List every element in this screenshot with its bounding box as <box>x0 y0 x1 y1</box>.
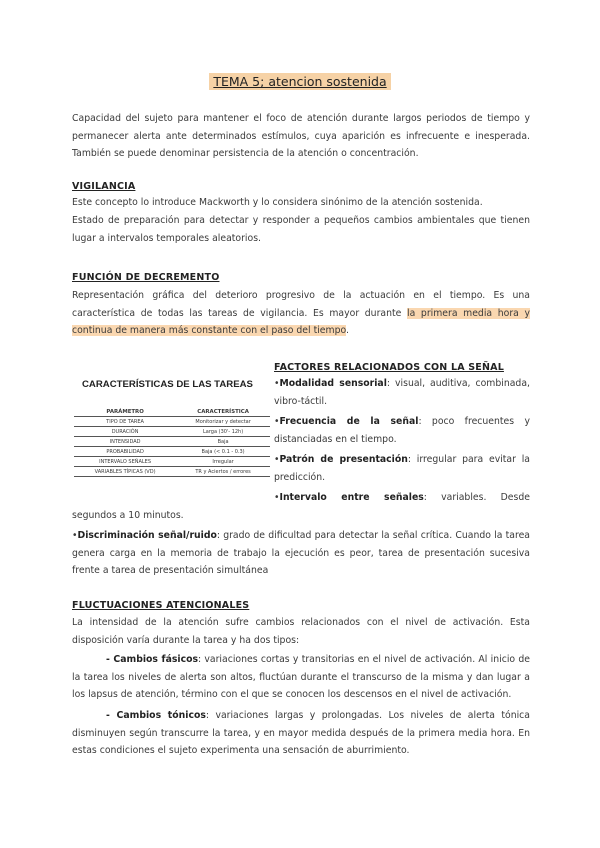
fasicos-text: : variaciones cortas y transitorias en el nivel de activación. Al inicio de la tarea los niveles de alerta son altos, fluctúan durante el transcurso de la misma y dan lugar a los lapsus de atención, término con el que se conocen los descensos en el nivel de activación. <box>72 654 530 700</box>
table-cell: INTERVALO SEÑALES <box>74 457 176 467</box>
table-row <box>74 447 270 457</box>
table-cell: TIPO DE TAREA <box>74 417 176 427</box>
factor-text: : visual, auditiva, combinada, vibro-táctil. <box>274 378 530 407</box>
table-cell: VARIABLES TÍPICAS (VD) <box>74 467 176 477</box>
page-title <box>0 74 600 89</box>
cambios-fasicos <box>72 651 530 704</box>
factor-text: : grado de dificultad para detectar la señal crítica. Cuando la tarea genera carga en la memoria de trabajo la ejecución es peor, tarea de presentación sucesiva frente a tarea de presentación simultánea <box>72 530 530 576</box>
factor-label: Intervalo entre señales <box>279 492 424 503</box>
table-cell: TR y Aciertos / errores <box>176 467 270 477</box>
table-title: CARACTERÍSTICAS DE LAS TAREAS <box>82 379 253 390</box>
table-cell: PROBABILIDAD <box>74 447 176 457</box>
factor-discriminacion: •Discriminación señal/ruido: grado de dificultad para detectar la señal crítica. Cuando la tarea genera carga en la memoria de trabajo la ejecución es peor, tarea de presentación sucesiva frente a tarea de presentación simultánea <box>72 530 530 576</box>
intro-paragraph: Capacidad del sujeto para mantener el foco de atención durante largos periodos de tiempo y permanecer alerta ante determinados estímulos, cuya aparición es infrecuente e inesperada. También se puede denominar persistencia de la atención o concentración. <box>72 113 530 159</box>
factor-frecuencia: •Frecuencia de la señal: poco frecuentes y distanciadas en el tiempo. <box>274 416 530 445</box>
table-cell: Irregular <box>176 457 270 467</box>
table-header-row <box>74 407 270 417</box>
factor-text: : poco frecuentes y distanciadas en el tiempo. <box>274 416 530 445</box>
factor-modalidad: •Modalidad sensorial: visual, auditiva, combinada, vibro-táctil. <box>274 378 530 407</box>
table-row <box>74 417 270 427</box>
table-row <box>74 437 270 447</box>
title-text: TEMA 5; atencion sostenida <box>209 73 390 90</box>
table-row <box>74 467 270 477</box>
decremento-highlight: la primera media hora y continua de manera más constante con el paso del tiempo <box>72 307 530 336</box>
decremento-heading: FUNCIÓN DE DECREMENTO <box>72 272 220 283</box>
table-header: PARÁMETRO <box>74 407 176 417</box>
decremento-end: . <box>346 325 349 336</box>
cambios-tonicos <box>72 707 530 760</box>
decremento-paragraph <box>72 287 530 340</box>
vigilancia-p2: Estado de preparación para detectar y responder a pequeños cambios ambientales que tienen lugar a intervalos temporales aleatorios. <box>72 215 530 244</box>
factor-label: Frecuencia de la señal <box>279 416 419 427</box>
factor-label: Patrón de presentación <box>279 454 408 465</box>
tonicos-text: : variaciones largas y prolongadas. Los niveles de alerta tónica disminuyen según transcurre la tarea, y en mayor medida después de la primera media hora. En estas condiciones el sujeto experimenta una sensación de aburrimiento. <box>72 710 530 756</box>
decremento-text: Representación gráfica del deterioro progresivo de la actuación en el tiempo. Es una característica de todas las tareas de vigilancia. Es mayor durante <box>72 290 530 319</box>
factor-label: Modalidad sensorial <box>279 378 387 389</box>
table-cell: Monitorizar y detectar <box>176 417 270 427</box>
factor-text: : variables. Desde segundos a 10 minutos. <box>72 492 530 521</box>
factor-intervalo: •Intervalo entre señales: variables. Desde segundos a 10 minutos. <box>72 492 530 521</box>
table-cell: Baja <box>176 437 270 447</box>
tonicos-label: - Cambios tónicos <box>106 710 206 721</box>
table-cell: Baja (< 0.1 - 0.3) <box>176 447 270 457</box>
factor-text: : irregular para evitar la predicción. <box>274 454 531 483</box>
vigilancia-p1: Este concepto lo introduce Mackworth y lo considera sinónimo de la atención sostenida. <box>72 197 483 208</box>
fluctuaciones-heading: FLUCTUACIONES ATENCIONALES <box>72 600 250 611</box>
table-cell: Larga (30'- 12h) <box>176 427 270 437</box>
factor-label: Discriminación señal/ruido <box>77 530 217 541</box>
table-cell: DURACIÓN <box>74 427 176 437</box>
vigilancia-heading: VIGILANCIA <box>72 181 136 192</box>
table-header: CARACTERÍSTICA <box>176 407 270 417</box>
table-cell: INTENSIDAD <box>74 437 176 447</box>
characteristics-table <box>74 407 270 477</box>
factores-heading: FACTORES RELACIONADOS CON LA SEÑAL <box>274 362 504 373</box>
factor-patron: •Patrón de presentación: irregular para evitar la predicción. <box>274 454 531 483</box>
fasicos-label: - Cambios fásicos <box>106 654 198 665</box>
fluctuaciones-intro: La intensidad de la atención sufre cambios relacionados con el nivel de activación. Esta disposición varía durante la tarea y ha dos tipos: <box>72 617 530 646</box>
table-row <box>74 427 270 437</box>
table-row <box>74 457 270 467</box>
